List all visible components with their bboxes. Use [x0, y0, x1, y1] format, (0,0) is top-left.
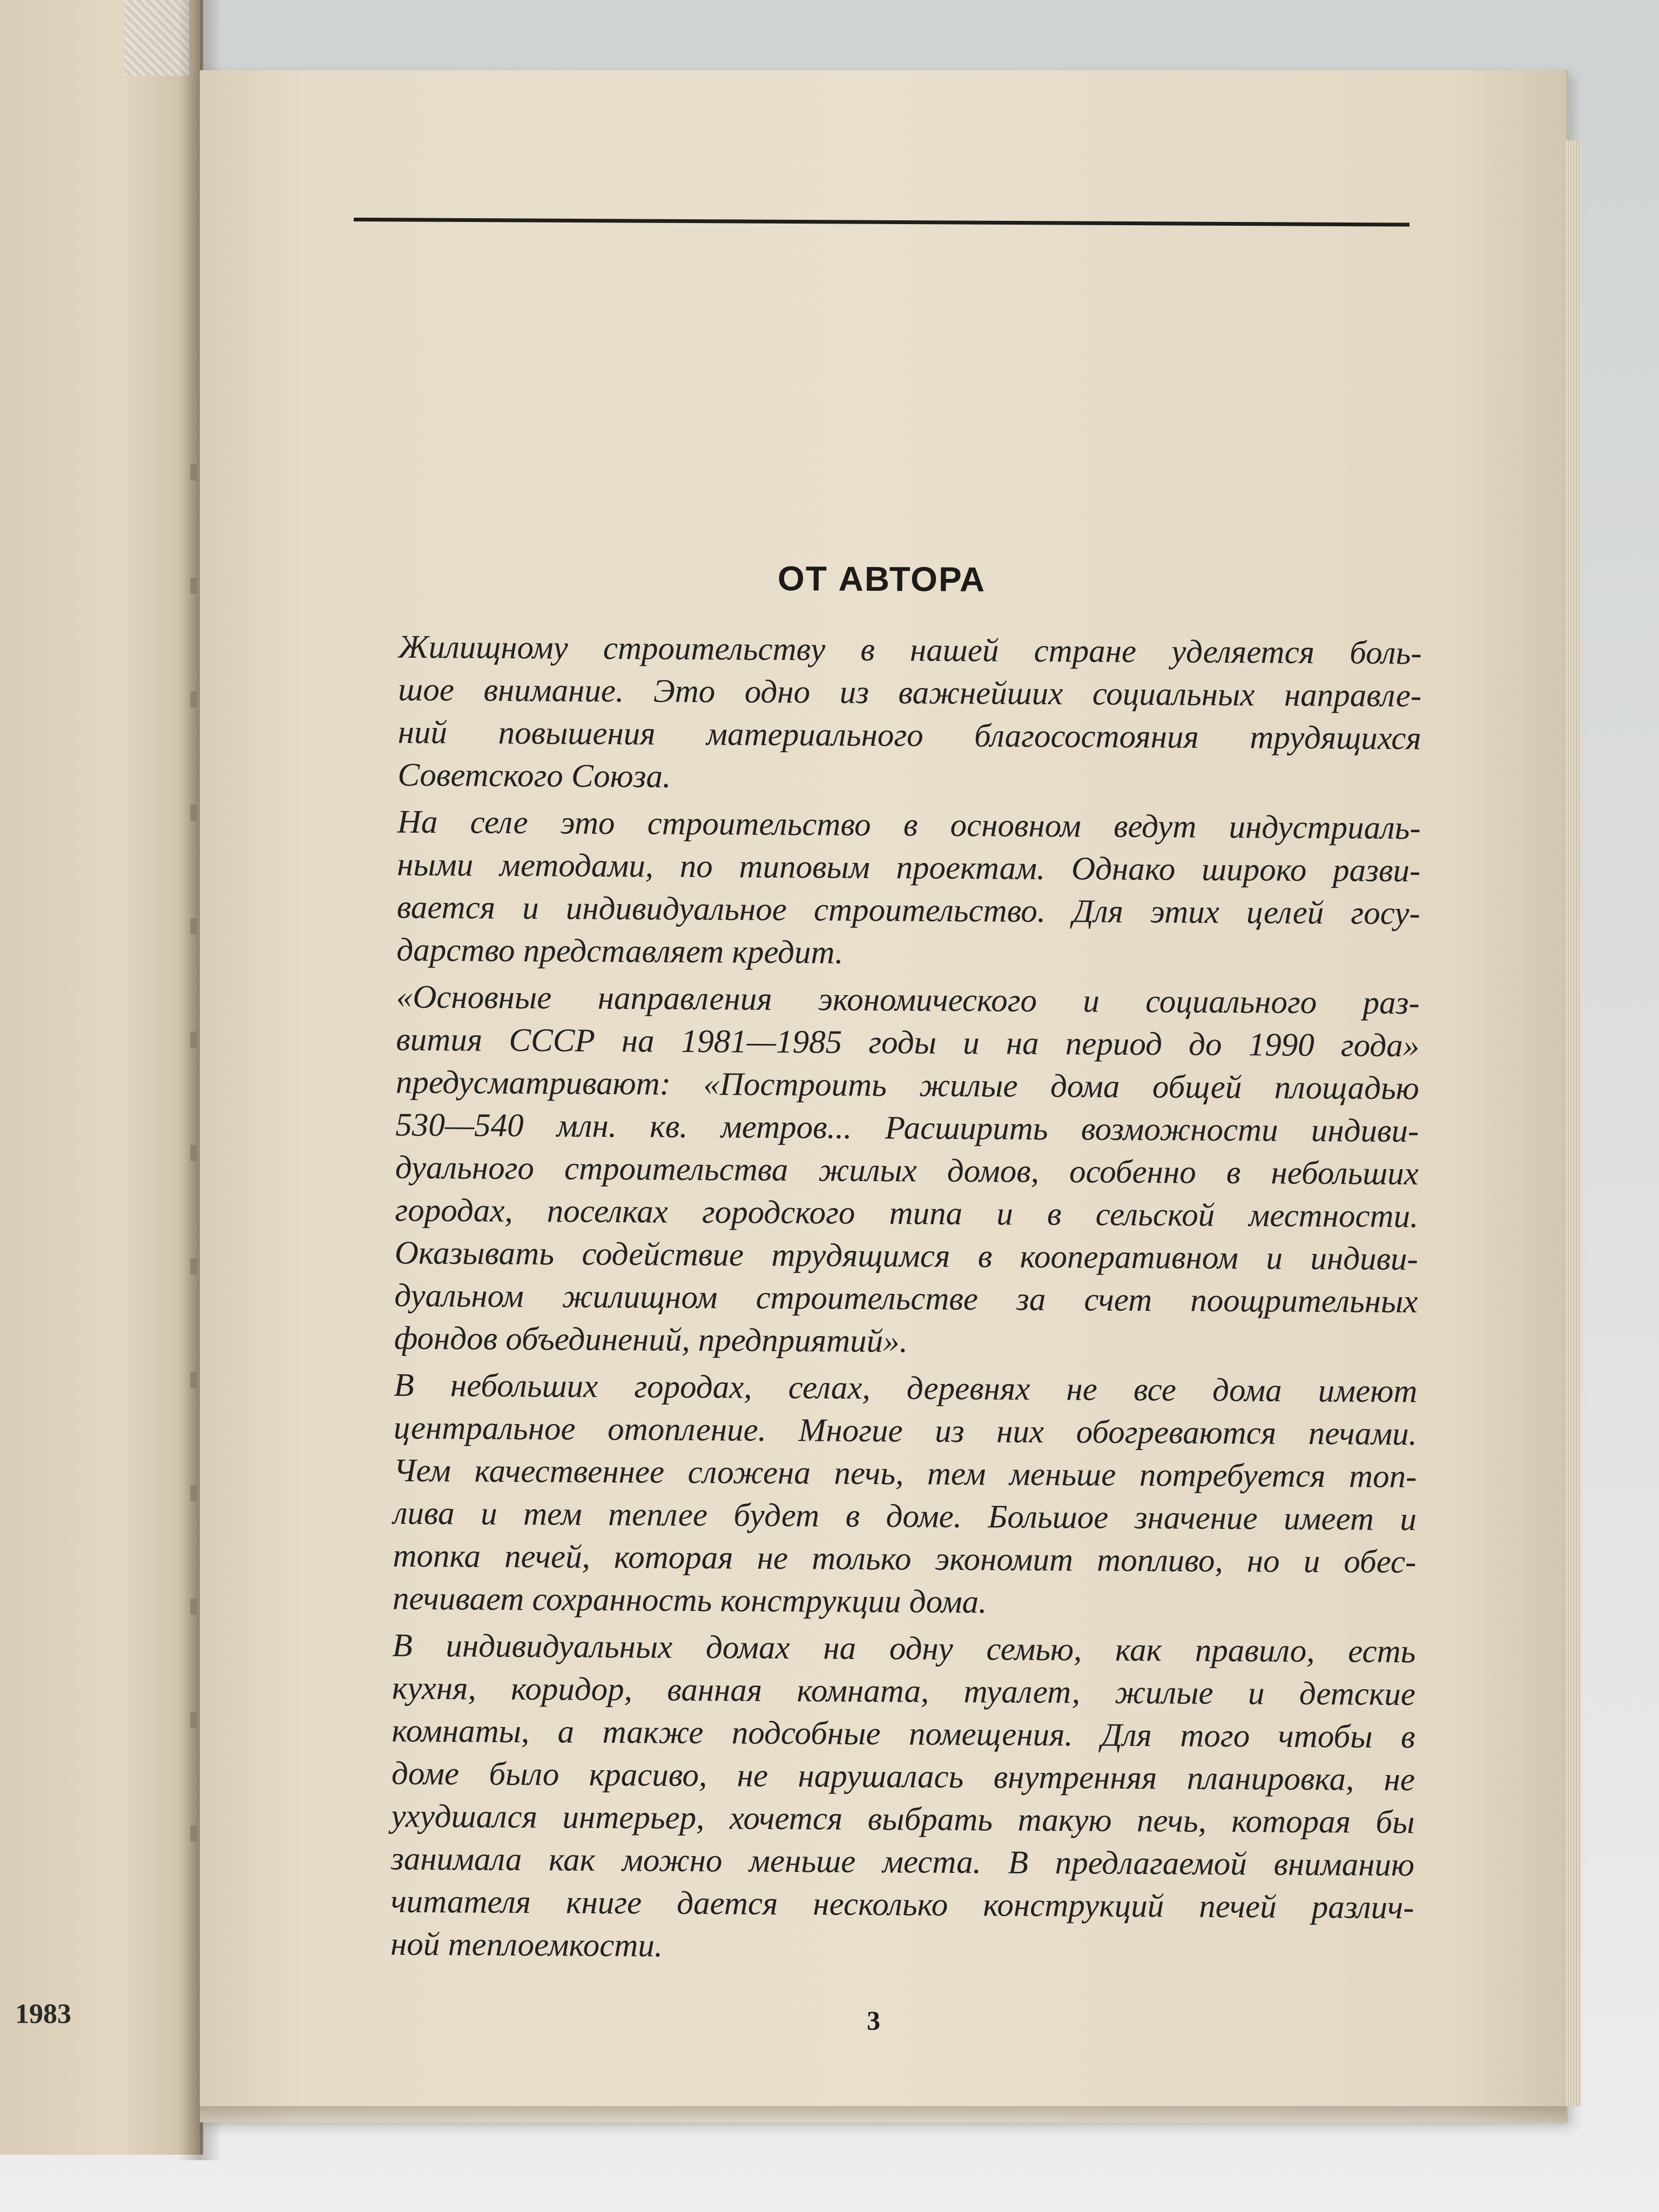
text-line: Оказывать содействие трудящимся в кооперативном и индиви-	[394, 1235, 1419, 1278]
page-bottom-shadow	[200, 2106, 1566, 2128]
text-line: фондов объединений, предприятий».	[394, 1320, 908, 1360]
left-page	[0, 0, 203, 2155]
text-line: городах, поселках городского типа и в сельской местности.	[395, 1192, 1419, 1235]
text-line: шое внимание. Это одно из важнейших социальных направле-	[398, 671, 1422, 714]
text-line: Советского Союза.	[397, 757, 671, 795]
text-line: комнаты, а также подсобные помещения. Для того чтобы в	[392, 1712, 1415, 1756]
text-line: кухня, коридор, ванная комната, туалет, жилые и детские	[392, 1670, 1416, 1713]
page-heading: ОТ АВТОРА	[777, 558, 986, 599]
text-line: дуальном жилищном строительстве за счет поощрительных	[394, 1277, 1418, 1320]
page-edges	[1566, 140, 1581, 2106]
paragraph	[335, 975, 1420, 1366]
text-line: 530—540 млн. кв. метров... Расширить возможности индиви-	[395, 1107, 1419, 1150]
paragraph	[338, 625, 1422, 802]
text-line: ными методами, по типовым проектам. Однако широко разви-	[397, 846, 1421, 889]
text-line: «Основные направления экономического и социального раз-	[396, 979, 1420, 1022]
page-number: 3	[867, 2005, 880, 2035]
text-line: предусматривают: «Построить жилые дома общей площадью	[395, 1064, 1420, 1107]
text-line: В небольших городах, селах, деревнях не все дома имеют	[394, 1367, 1418, 1410]
text-line: доме было красиво, не нарушалась внутренняя планировка, не	[391, 1755, 1415, 1798]
text-line: В индивидуальных домах на одну семью, как правило, есть	[392, 1627, 1416, 1670]
text-line: На селе это строительство в основном ведут индустриаль-	[397, 804, 1421, 847]
text-line: ний повышения материального благосостояния трудящихся	[397, 714, 1421, 757]
text-line: центральное отопление. Многие из них обогреваются печами.	[393, 1410, 1418, 1453]
text-line: вития СССР на 1981—1985 годы и на период до 1990 года»	[396, 1021, 1420, 1064]
text-line: Чем качественнее сложена печь, тем меньше потребуется топ-	[393, 1452, 1417, 1495]
paragraph	[337, 800, 1421, 977]
body-text	[331, 625, 1422, 1976]
text-line: печивает сохранность конструкции дома.	[392, 1580, 987, 1621]
paragraph	[331, 1624, 1416, 1972]
text-line: дуального строительства жилых домов, особенно в небольших	[395, 1149, 1419, 1192]
text-line: ной теплоемкости.	[390, 1926, 663, 1964]
text-line: топка печей, которая не только экономит топливо, но и обес-	[393, 1537, 1417, 1581]
text-line: ухудшался интерьер, хочется выбрать такую печь, которая бы	[391, 1798, 1415, 1841]
text-line: читателя книге дается несколько конструкций печей различ-	[390, 1883, 1414, 1926]
text-line: Жилищному строительству в нашей стране уделяется боль-	[398, 629, 1422, 672]
text-line: вается и индивидуальное строительство. Для этих целей госу-	[396, 889, 1420, 932]
text-line: лива и тем теплее будет в доме. Большое значение имеет и	[393, 1495, 1417, 1538]
paragraph	[333, 1364, 1418, 1626]
left-page-year: 1983	[15, 1999, 71, 2029]
text-line: дарство представляет кредит.	[396, 932, 844, 971]
text-line: занимала как можно меньше места. В предлагаемой вниманию	[390, 1840, 1415, 1884]
